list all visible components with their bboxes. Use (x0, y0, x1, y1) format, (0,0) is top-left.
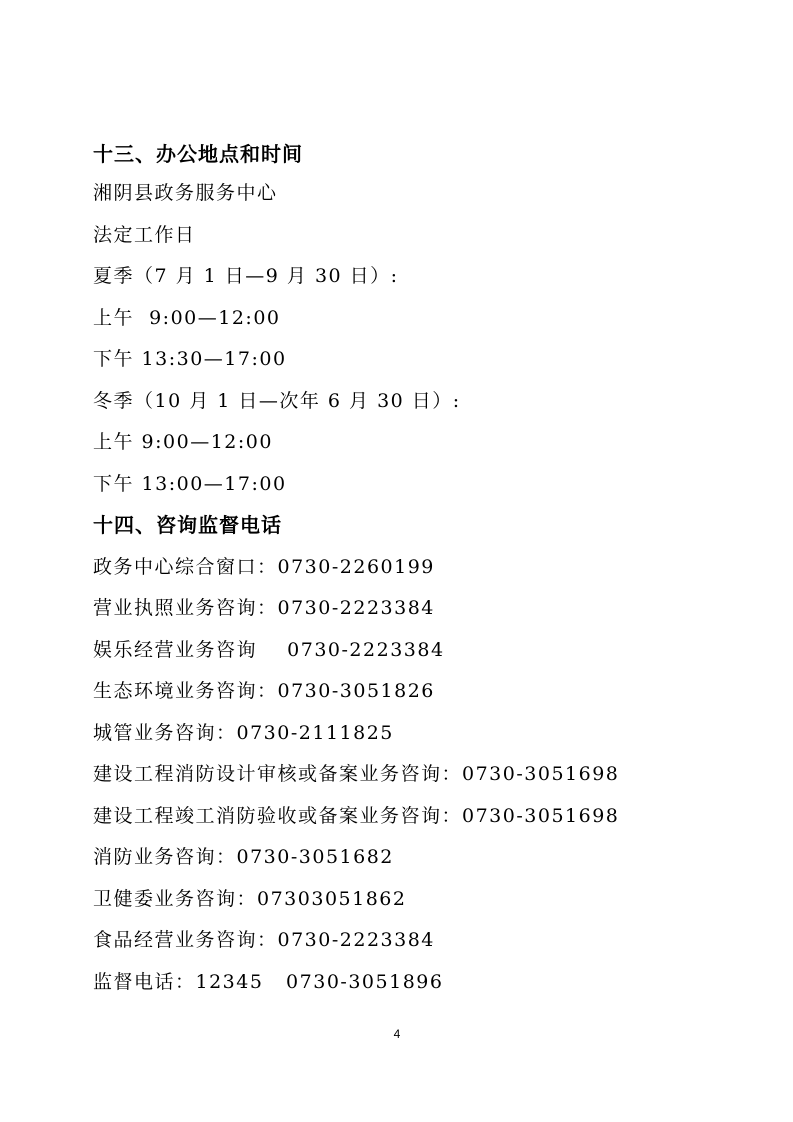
winter-morning-hours: 上午 9:00—12:00 (93, 431, 273, 453)
workday-label: 法定工作日 (93, 224, 196, 246)
summer-afternoon-hours: 下午 13:30—17:00 (93, 348, 287, 370)
page-number: 4 (393, 1027, 401, 1041)
phone-environment: 生态环境业务咨询：0730-3051826 (93, 680, 435, 702)
office-location: 湘阴县政务服务中心 (93, 182, 278, 204)
phone-health-commission: 卫健委业务咨询：07303051862 (93, 888, 407, 910)
summer-morning-hours: 上午 9:00—12:00 (93, 307, 281, 329)
phone-fire-acceptance: 建设工程竣工消防验收或备案业务咨询：0730-3051698 (93, 805, 620, 827)
phone-entertainment: 娱乐经营业务咨询 0730-2223384 (93, 639, 445, 661)
winter-season: 冬季（10 月 1 日—次年 6 月 30 日）: (93, 390, 461, 412)
phone-general-window: 政务中心综合窗口：0730-2260199 (93, 556, 435, 578)
phone-fire-business: 消防业务咨询：0730-3051682 (93, 846, 394, 868)
phone-fire-design-review: 建设工程消防设计审核或备案业务咨询：0730-3051698 (93, 763, 620, 785)
section-14-heading: 十四、咨询监督电话 (93, 513, 282, 537)
winter-afternoon-hours: 下午 13:00—17:00 (93, 473, 287, 495)
phone-urban-management: 城管业务咨询：0730-2111825 (93, 722, 394, 744)
phone-business-license: 营业执照业务咨询：0730-2223384 (93, 597, 435, 619)
phone-supervision: 监督电话：12345 0730-3051896 (93, 971, 444, 993)
summer-season: 夏季（7 月 1 日—9 月 30 日）: (93, 265, 399, 287)
phone-food-business: 食品经营业务咨询：0730-2223384 (93, 929, 435, 951)
section-13-heading: 十三、办公地点和时间 (93, 142, 303, 166)
